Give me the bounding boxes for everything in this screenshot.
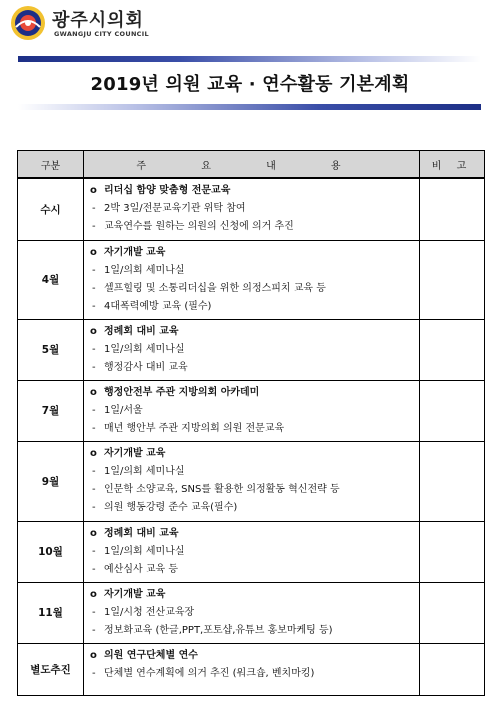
table-row bbox=[18, 178, 485, 240]
row-remarks bbox=[420, 240, 485, 319]
row-content bbox=[84, 582, 420, 643]
dash-bullet-icon: - bbox=[92, 667, 96, 679]
circle-bullet-icon: o bbox=[90, 246, 97, 258]
table-body bbox=[18, 178, 485, 695]
program-heading-text: 정례회 대비 교육 bbox=[104, 325, 179, 337]
org-name-english: GWANGJU CITY COUNCIL bbox=[54, 30, 149, 38]
row-period: 10월 bbox=[18, 521, 84, 582]
program-heading-text: 자기개발 교육 bbox=[104, 588, 166, 600]
circle-bullet-icon: o bbox=[90, 649, 97, 661]
row-content bbox=[84, 441, 420, 521]
program-detail-text: 1일/의회 세미나실 bbox=[104, 545, 185, 557]
dash-bullet-icon: - bbox=[92, 545, 96, 557]
program-detail-text: 1일/의회 세미나실 bbox=[104, 264, 185, 276]
program-heading bbox=[90, 323, 415, 341]
program-detail-text: 1일/시청 전산교육장 bbox=[104, 606, 195, 618]
program-heading-text: 행정안전부 주관 지방의회 아카데미 bbox=[104, 386, 260, 398]
row-remarks bbox=[420, 582, 485, 643]
program-heading-text: 리더십 함양 맞춤형 전문교육 bbox=[104, 185, 231, 196]
program-detail bbox=[90, 543, 415, 561]
page-title: 2019년 의원 교육 · 연수활동 기본계획 bbox=[90, 74, 410, 95]
row-period: 9월 bbox=[18, 441, 84, 521]
row-remarks bbox=[420, 178, 485, 240]
dash-bullet-icon: - bbox=[92, 563, 96, 575]
program-detail-text: 매년 행안부 주관 지방의회 의원 전문교육 bbox=[104, 422, 285, 434]
dash-bullet-icon: - bbox=[92, 422, 96, 434]
row-content bbox=[84, 240, 420, 319]
row-content bbox=[84, 178, 420, 240]
program-detail bbox=[90, 665, 415, 683]
program-detail bbox=[90, 280, 415, 298]
program-detail bbox=[90, 200, 415, 218]
program-detail bbox=[90, 604, 415, 622]
circle-bullet-icon: o bbox=[90, 527, 97, 539]
dash-bullet-icon: - bbox=[92, 404, 96, 416]
dash-bullet-icon: - bbox=[92, 300, 96, 312]
row-content bbox=[84, 643, 420, 695]
circle-bullet-icon: o bbox=[90, 386, 97, 398]
title-bar-top bbox=[18, 56, 481, 62]
row-remarks bbox=[420, 441, 485, 521]
table-row bbox=[18, 582, 485, 643]
program-detail-text: 의원 행동강령 준수 교육(필수) bbox=[104, 501, 238, 513]
program-detail bbox=[90, 218, 415, 236]
header-remarks bbox=[420, 151, 485, 179]
table-row bbox=[18, 319, 485, 380]
program-detail bbox=[90, 262, 415, 280]
page-header bbox=[0, 0, 500, 50]
row-period: 7월 bbox=[18, 380, 84, 441]
header-main-content bbox=[84, 151, 420, 179]
dash-bullet-icon: - bbox=[92, 343, 96, 355]
row-content bbox=[84, 521, 420, 582]
program-detail bbox=[90, 298, 415, 316]
dash-bullet-icon: - bbox=[92, 624, 96, 636]
row-content bbox=[84, 380, 420, 441]
row-period: 수시 bbox=[18, 178, 84, 240]
program-detail-text: 셀프힐링 및 소통리더십을 위한 의정스피치 교육 등 bbox=[104, 282, 326, 294]
dash-bullet-icon: - bbox=[92, 483, 96, 495]
program-heading bbox=[90, 182, 415, 200]
row-period: 4월 bbox=[18, 240, 84, 319]
program-detail-text: 1일/의회 세미나실 bbox=[104, 465, 185, 477]
program-detail-text: 단체별 연수계획에 의거 추진 (워크숍, 벤치마킹) bbox=[104, 667, 315, 679]
program-detail-text: 정보화교육 (한글,PPT,포토샵,유튜브 홍보마케팅 등) bbox=[104, 624, 333, 636]
program-heading-text: 자기개발 교육 bbox=[104, 246, 166, 258]
program-heading bbox=[90, 525, 415, 543]
program-heading bbox=[90, 384, 415, 402]
row-period: 별도추진 bbox=[18, 643, 84, 695]
program-detail-text: 1일/서울 bbox=[104, 404, 143, 416]
dash-bullet-icon: - bbox=[92, 203, 96, 214]
program-heading-text: 정례회 대비 교육 bbox=[104, 527, 179, 539]
program-detail-text: 행정감사 대비 교육 bbox=[104, 361, 188, 373]
dash-bullet-icon: - bbox=[92, 264, 96, 276]
row-remarks bbox=[420, 643, 485, 695]
program-detail-text: 교육연수를 원하는 의원의 신청에 의거 추진 bbox=[104, 221, 294, 232]
program-detail bbox=[90, 359, 415, 377]
program-heading bbox=[90, 586, 415, 604]
row-remarks bbox=[420, 319, 485, 380]
education-plan-table bbox=[17, 150, 485, 696]
header-remarks-label: 비 고 bbox=[431, 160, 473, 172]
table-header-row bbox=[18, 151, 485, 179]
program-heading bbox=[90, 647, 415, 665]
program-detail bbox=[90, 463, 415, 481]
dash-bullet-icon: - bbox=[92, 465, 96, 477]
program-heading-text: 자기개발 교육 bbox=[104, 447, 166, 459]
program-detail-text: 인문학 소양교육, SNS를 활용한 의정활동 혁신전략 등 bbox=[104, 483, 340, 495]
header-category: 구분 bbox=[18, 151, 84, 179]
program-detail-text: 2박 3일/전문교육기관 위탁 참여 bbox=[104, 203, 246, 214]
program-detail bbox=[90, 402, 415, 420]
council-seal-icon bbox=[10, 5, 46, 41]
program-heading-text: 의원 연구단체별 연수 bbox=[104, 649, 198, 661]
dash-bullet-icon: - bbox=[92, 361, 96, 373]
circle-bullet-icon: o bbox=[90, 588, 97, 600]
circle-bullet-icon: o bbox=[90, 185, 97, 196]
dash-bullet-icon: - bbox=[92, 282, 96, 294]
program-detail bbox=[90, 499, 415, 517]
program-detail bbox=[90, 481, 415, 499]
program-detail-text: 4대폭력예방 교육 (필수) bbox=[104, 300, 212, 312]
row-period: 5월 bbox=[18, 319, 84, 380]
program-detail-text: 예산심사 교육 등 bbox=[104, 563, 178, 575]
table-row bbox=[18, 441, 485, 521]
dash-bullet-icon: - bbox=[92, 501, 96, 513]
org-name: 광주시의회 bbox=[52, 10, 144, 31]
row-period: 11월 bbox=[18, 582, 84, 643]
row-remarks bbox=[420, 521, 485, 582]
row-content bbox=[84, 319, 420, 380]
program-detail bbox=[90, 420, 415, 438]
circle-bullet-icon: o bbox=[90, 325, 97, 337]
program-detail bbox=[90, 341, 415, 359]
program-heading bbox=[90, 445, 415, 463]
dash-bullet-icon: - bbox=[92, 221, 96, 232]
program-detail-text: 1일/의회 세미나실 bbox=[104, 343, 185, 355]
table-row bbox=[18, 521, 485, 582]
row-remarks bbox=[420, 380, 485, 441]
table-row bbox=[18, 380, 485, 441]
circle-bullet-icon: o bbox=[90, 447, 97, 459]
title-bar-bottom bbox=[18, 104, 481, 110]
program-heading bbox=[90, 244, 415, 262]
program-detail bbox=[90, 561, 415, 579]
program-detail bbox=[90, 622, 415, 640]
table-row bbox=[18, 240, 485, 319]
header-main-content-label: 주 요 내 용 bbox=[136, 160, 367, 172]
dash-bullet-icon: - bbox=[92, 606, 96, 618]
table-row bbox=[18, 643, 485, 695]
